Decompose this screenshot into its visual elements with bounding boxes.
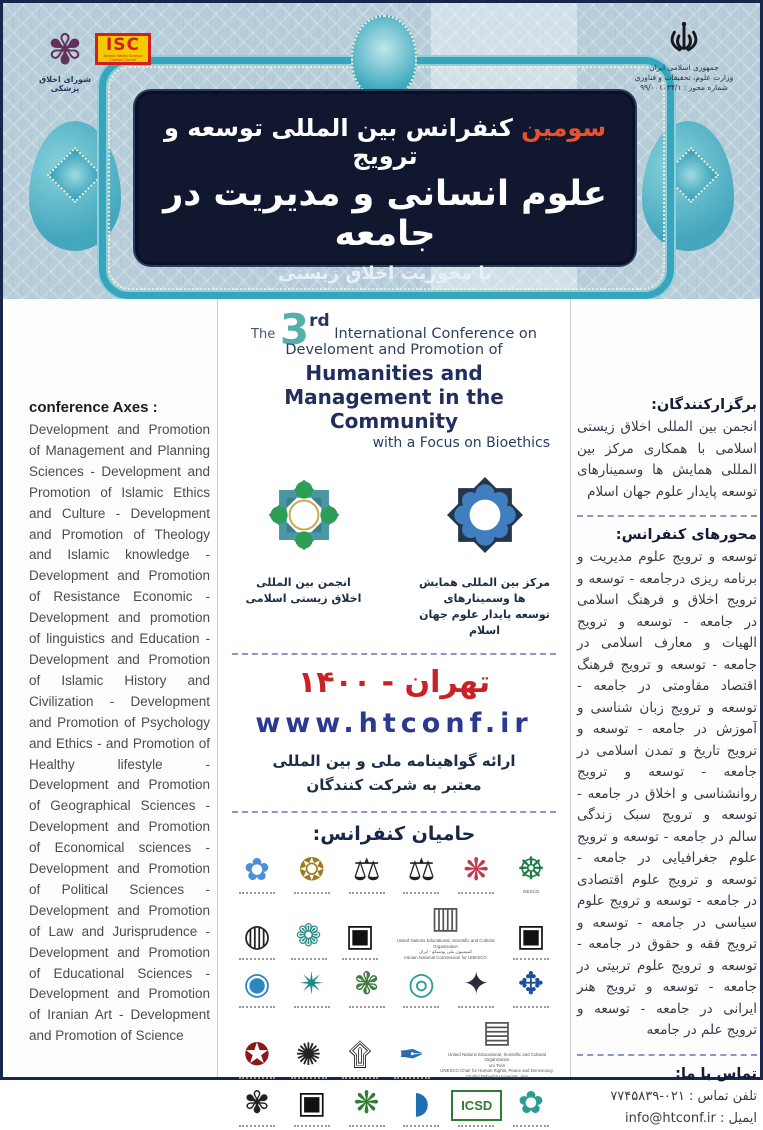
sponsor-row — [232, 851, 556, 894]
compass-seal-logo-icon: ✴ — [298, 966, 325, 1003]
flower-emblem-logo-icon: ✿ — [244, 852, 270, 889]
persian-title-line1-rest: کنفرانس بین المللی توسعه و ترویج — [163, 114, 522, 170]
round-seal-logo-caption — [291, 958, 327, 960]
sponsors-heading: حامیان کنفرانس: — [312, 823, 476, 845]
octagon-star-logo-caption — [458, 1006, 494, 1008]
sponsor-row — [232, 900, 556, 960]
beheshti-calligraphy-logo-1 — [335, 918, 385, 960]
teal-flower-association-logo-caption — [513, 1125, 549, 1127]
quran-university-logo-caption — [342, 1077, 378, 1079]
beheshti-calligraphy-logo-2 — [506, 918, 556, 960]
wave-seal-logo — [396, 966, 446, 1008]
iranian-culture-flower-logo-icon: ❋ — [353, 1085, 380, 1122]
english-title-line2: Humanities and Management in the Community — [284, 361, 504, 433]
unesco-iran-commission-logo — [387, 900, 505, 960]
black-square-calligraphy-logo-caption — [294, 1125, 330, 1127]
seminars-center-icon — [437, 467, 533, 563]
gov-line-1: جمهوری اسلامی ایران — [649, 63, 719, 72]
ornate-green-seal-logo-caption — [349, 1006, 385, 1008]
tulip-emblem-logo — [232, 1085, 282, 1127]
iran-emblem-icon — [662, 19, 706, 63]
sponsor-row — [232, 966, 556, 1008]
quran-university-logo — [335, 1037, 385, 1079]
divider-top — [232, 653, 556, 655]
qom-university-logo-caption — [513, 1006, 549, 1008]
unesco-unitwin-chair-logo-text: United Nations Educational, Scientific and Cultural Organization uni Twin UNESCO Chair for Human Rights, Peace and Democracy, Shahid Beheshti University, Iran — [440, 1052, 554, 1079]
jahad-daneshgahi-logo-caption — [239, 1077, 275, 1079]
beheshti-calligraphy-logo-1-caption — [342, 958, 378, 960]
certificate-note: ارائه گواهینامه ملی و بین المللی معتبر به شرکت کنندگان — [272, 752, 516, 794]
blue-globe-logo — [232, 966, 282, 1008]
bioethics-caption-line1: انجمن بین المللی — [256, 576, 351, 589]
persian-title-box — [135, 91, 635, 284]
english-axes-column — [29, 399, 210, 1047]
english-axes-text: Development and Promotion of Management and Planning Sciences - Development and Promotion of Islamic Ethics and Culture - Development and Promotion of Theology and Islamic knowledge - Development and Promotion of Resistance Economic - Development and promotion of linguistics and Education - Development and Promotion of Islamic History and Civilization - Development and Promotion of Psychology and Ethics - and Promotion of Healthy lifestyle - Development and Promotion of Geographical Sciences - Development and Promotion of Economical sciences - Development and Promotion of Political Sciences - Development and Promotion of Law and Jurisprudence - Development and Promotion of Educational Sciences - Development and Promotion of Iranian Art - Development and Promotion of Science — [29, 422, 210, 1044]
qom-university-logo-icon: ✥ — [517, 966, 544, 1003]
round-seal-logo-icon: ❁ — [295, 918, 322, 955]
city-year: تهران - ۱۴۰۰ — [297, 665, 491, 700]
unesco-iran-commission-logo-icon: ▥ — [430, 900, 461, 937]
black-star-mandala-logo-icon: ✺ — [295, 1037, 322, 1074]
tulip-emblem-logo-icon: ✾ — [244, 1085, 270, 1122]
bioethics-association-logo — [232, 467, 375, 639]
bioethics-caption-line2: اخلاق زیستی اسلامی — [245, 592, 362, 605]
isc-badge — [95, 33, 151, 65]
gold-star-emblem-logo-icon: ❂ — [298, 852, 325, 889]
isesco-logo-text: ISESCO — [522, 889, 540, 894]
unesco-iran-commission-logo-text: United Nations Educational, Scientific and Cultural Organization کمیسیون ملی یونسکو - ایران Iranian National Commission for UNESCO — [396, 938, 495, 960]
compass-seal-logo — [287, 966, 337, 1008]
azad-university-logo — [387, 1037, 437, 1079]
unesco-unitwin-chair-logo-icon: ▤ — [482, 1014, 512, 1051]
persian-title-line1 — [138, 114, 632, 170]
beheshti-calligraphy-logo-2-icon: ▣ — [516, 918, 546, 955]
flower-emblem-logo-caption — [239, 892, 275, 894]
english-title-line3: with a Focus on Bioethics — [372, 435, 550, 451]
ornate-green-seal-logo-icon: ❃ — [353, 966, 380, 1003]
header-banner — [3, 3, 760, 299]
children-rights-society-logo — [451, 852, 501, 894]
isc-caption: Islamic World Science Citation Center — [103, 54, 143, 62]
icsd-logo — [451, 1090, 501, 1127]
tulip-emblem-logo-caption — [239, 1125, 275, 1127]
children-rights-society-logo-caption — [458, 892, 494, 894]
organizers-text: انجمن بین المللی اخلاق زیستی اسلامی با همکاری مرکز بین المللی همایش ها وسمینارهای توسعه پایدار علوم جهان اسلام — [577, 419, 757, 500]
scales-of-justice-logo-2-caption — [403, 892, 439, 894]
sponsors-grid — [232, 851, 556, 1127]
english-title-line1-rest: International Conference on Develoment and Promotion of — [285, 326, 537, 358]
wave-swirl-logo-caption — [403, 1125, 439, 1127]
persian-info-column — [577, 397, 757, 1130]
center-card — [217, 299, 571, 1122]
english-axes-heading: conference Axes : — [29, 399, 158, 416]
persian-title-line2: علوم انسانی و مدیریت در جامعه — [163, 174, 607, 254]
medical-ethics-council-logo — [29, 27, 101, 93]
black-star-mandala-logo-caption — [291, 1077, 327, 1079]
octagon-star-logo-icon: ✦ — [463, 966, 490, 1003]
scales-of-justice-logo-2 — [396, 852, 446, 894]
ornate-green-seal-logo — [342, 966, 392, 1008]
isc-label: ISC — [105, 35, 141, 55]
jahad-daneshgahi-logo — [232, 1037, 282, 1079]
ornament-top-medallion — [351, 15, 417, 99]
contact-block — [577, 1066, 757, 1130]
gov-line-2: وزارت علوم، تحقیقات و فناوری — [634, 73, 734, 82]
blue-globe-logo-icon: ◉ — [243, 966, 271, 1003]
black-square-calligraphy-logo — [287, 1085, 337, 1127]
persian-axes-text: توسعه و ترویج علوم مدیریت و برنامه ریزی درجامعه - توسعه و ترویج اخلاق و فرهنگ اسلامی در جامعه - توسعه و ترویج الهیات و معارف اسلامی در جامعه - توسعه و ترویج فرهنگ اقتصاد مقاومتی در جامعه - توسعه و ترویج زبان شناسی و آموزش در جامعه - توسعه و ترویج تاریخ و تمدن اسلامی در جامعه - توسعه و ترویج روانشناسی و اخلاق در جامعه - توسعه و ترویج سبک زندگی سالم در جامعه - توسعه و ترویج علوم جغرافیایی در جامعه - توسعه و ترویج علوم اقتصادی در جامعه - توسعه و ترویج علوم سیاسی در جامعه - توسعه و ترویج فقه و حقوق در جامعه - توسعه و ترویج علوم تربیتی در جامعه - توسعه و ترویج هنر ایرانی در جامعه - توسعه و ترویج علم در جامعه — [577, 549, 757, 1038]
icsd-logo-caption — [458, 1125, 494, 1127]
seminars-caption-line1: مرکز بین المللی همایش ها وسمینارهای — [418, 576, 551, 605]
persian-title-line3: با محوریت اخلاق زیستی — [278, 263, 492, 284]
divider-sponsors — [232, 811, 556, 813]
contact-heading: تماس با ما: — [675, 1065, 757, 1082]
council-caption: شورای اخلاق پزشکی — [38, 75, 92, 93]
flower-emblem-logo — [232, 852, 282, 894]
gold-star-emblem-logo — [287, 852, 337, 894]
qom-university-logo — [506, 966, 556, 1008]
contact-phone: تلفن تماس : ۰۲۱-۷۷۴۵۸۳۹ — [610, 1088, 757, 1104]
wave-seal-logo-caption — [403, 1006, 439, 1008]
persian-title-highlight: سومین — [521, 114, 607, 142]
jahad-daneshgahi-logo-icon: ✪ — [244, 1037, 270, 1074]
organizers-heading: برگزارکنندگان: — [651, 397, 757, 413]
isesco-logo — [506, 851, 556, 894]
wave-swirl-logo — [396, 1085, 446, 1127]
children-rights-society-logo-icon: ❋ — [463, 852, 490, 889]
teal-flower-association-logo — [506, 1085, 556, 1127]
persian-axes-heading: محورهای کنفرانس: — [615, 527, 757, 543]
icsd-logo-label: ICSD — [451, 1090, 502, 1121]
unesco-unitwin-chair-logo — [438, 1014, 556, 1079]
teal-flower-association-logo-icon: ✿ — [517, 1085, 544, 1122]
azad-university-logo-icon: ✒ — [398, 1037, 425, 1074]
organizer-logos — [232, 467, 556, 639]
divider-right-1 — [577, 515, 757, 517]
gov-line-3: شماره مجوز : ۹۹/۰۰۱۰۳۴/۱ — [640, 83, 728, 92]
black-square-calligraphy-logo-icon: ▣ — [297, 1085, 327, 1122]
globe-hands-logo-caption — [239, 958, 275, 960]
iranian-culture-flower-logo — [342, 1085, 392, 1127]
english-title-line1 — [232, 305, 556, 358]
wave-seal-logo-icon: ◎ — [407, 966, 435, 1003]
gold-star-emblem-logo-caption — [294, 892, 330, 894]
azad-university-logo-caption — [394, 1077, 430, 1079]
blue-globe-logo-caption — [239, 1006, 275, 1008]
scales-of-justice-logo-1-caption — [349, 892, 385, 894]
english-title-ordinal: rd — [309, 311, 330, 331]
wave-swirl-logo-icon: ◗ — [413, 1085, 430, 1122]
sponsor-row — [232, 1014, 556, 1079]
quran-university-logo-icon: ۩ — [348, 1037, 372, 1074]
sponsor-row — [232, 1085, 556, 1127]
bioethics-association-icon — [256, 467, 352, 563]
seminars-caption-line2: توسعه پایدار علوم جهان اسلام — [419, 608, 550, 637]
beheshti-calligraphy-logo-1-icon: ▣ — [345, 918, 375, 955]
scales-of-justice-logo-2-icon: ⚖ — [407, 852, 436, 889]
council-flower-icon: ✾ — [47, 25, 83, 74]
round-seal-logo — [284, 918, 334, 960]
globe-hands-logo-icon: ◍ — [243, 918, 271, 955]
scales-of-justice-logo-1 — [342, 852, 392, 894]
gov-emblem-block — [624, 19, 744, 93]
seminars-center-logo — [413, 467, 556, 639]
english-title-the: The — [251, 327, 276, 342]
scales-of-justice-logo-1-icon: ⚖ — [352, 852, 381, 889]
contact-email: ایمیل : info@htconf.ir — [625, 1110, 757, 1126]
black-star-mandala-logo — [284, 1037, 334, 1079]
beheshti-calligraphy-logo-2-caption — [513, 958, 549, 960]
octagon-star-logo — [451, 966, 501, 1008]
globe-hands-logo — [232, 918, 282, 960]
compass-seal-logo-caption — [294, 1006, 330, 1008]
divider-right-2 — [577, 1054, 757, 1056]
isesco-logo-icon: ☸ — [517, 851, 545, 887]
website-url: www.htconf.ir — [255, 708, 533, 739]
iranian-culture-flower-logo-caption — [349, 1125, 385, 1127]
english-title-block — [232, 305, 556, 451]
english-title-number: 3 — [279, 305, 310, 354]
